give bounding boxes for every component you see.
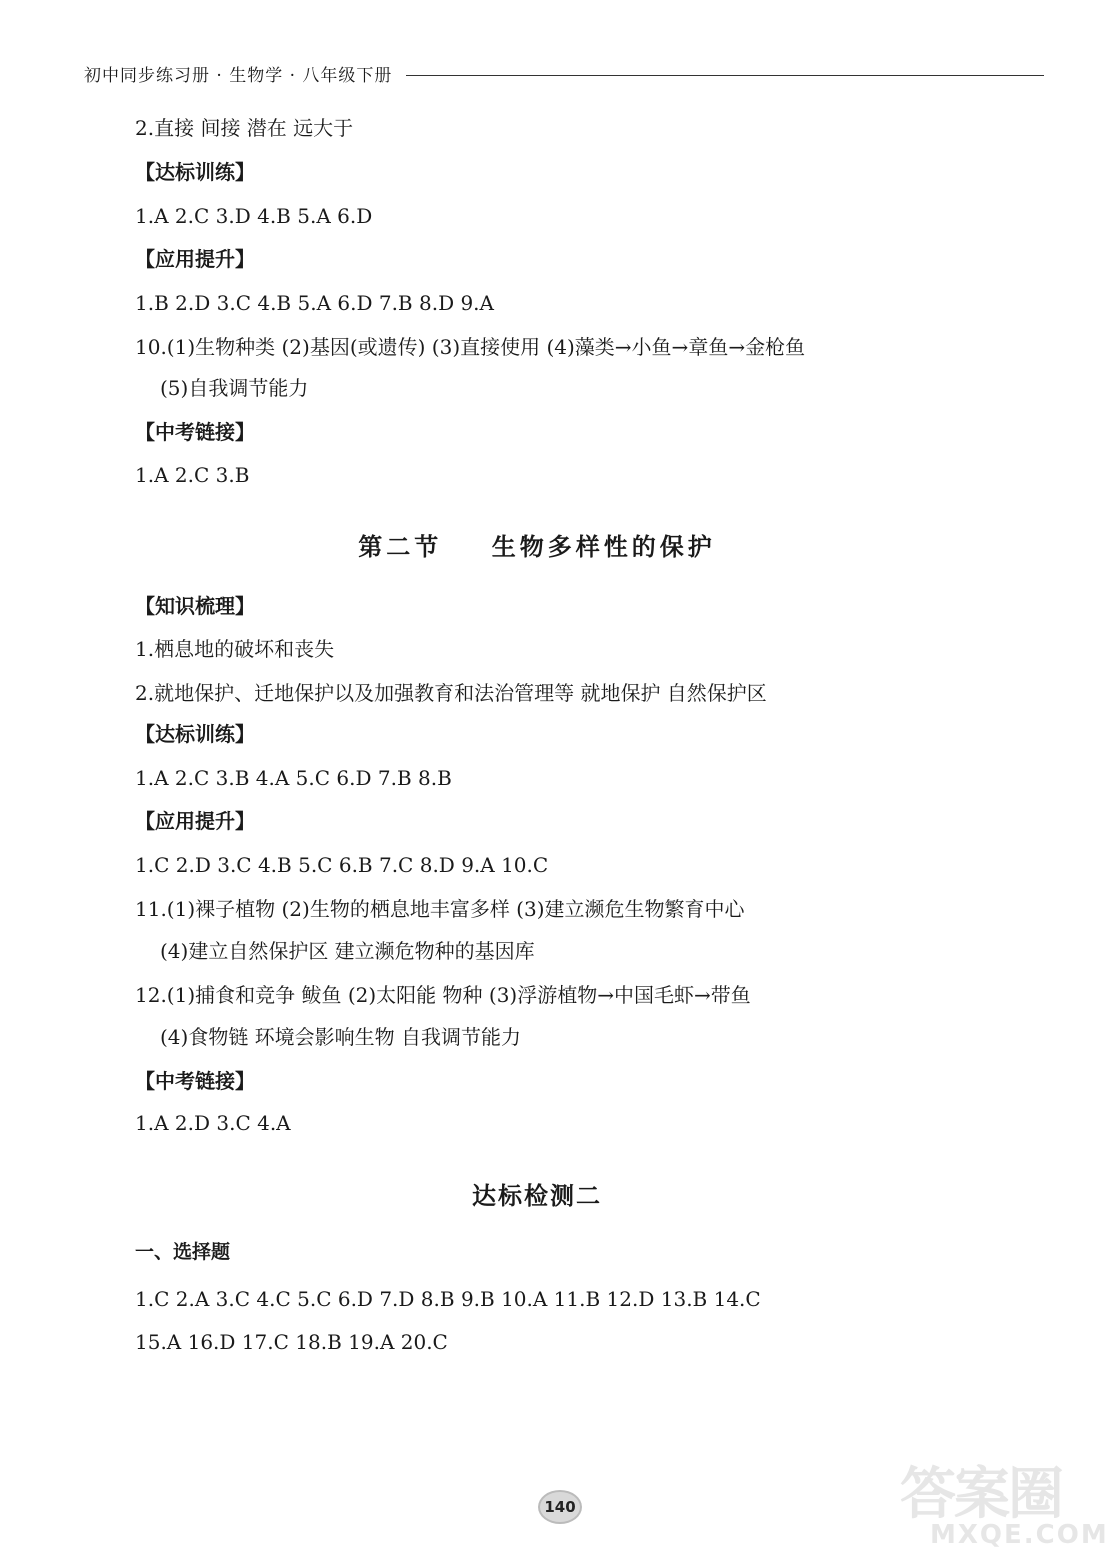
page-number: 140 [538, 1490, 582, 1524]
answer-line: (5)自我调节能力 [160, 376, 309, 400]
section-label: 【中考链接】 [135, 420, 255, 444]
answer-line: 11.(1)裸子植物 (2)生物的栖息地丰富多样 (3)建立濒危生物繁育中心 [135, 897, 745, 921]
watermark-logo [900, 1450, 1109, 1550]
answer-line: 1.A 2.C 3.B [135, 463, 250, 487]
answer-line: 12.(1)捕食和竞争 鲅鱼 (2)太阳能 物种 (3)浮游植物→中国毛虾→带鱼 [135, 983, 751, 1007]
watermark-main: 答案圈 [900, 1462, 1062, 1527]
section-label: 【达标训练】 [135, 160, 255, 184]
header-title: 初中同步练习册 · 生物学 · 八年级下册 [84, 65, 393, 86]
answer-line: 2.直接 间接 潜在 远大于 [135, 116, 354, 140]
watermark-sub: MXQE.COM [930, 1520, 1109, 1550]
answer-line: 15.A 16.D 17.C 18.B 19.A 20.C [135, 1330, 448, 1354]
section-label: 【应用提升】 [135, 247, 255, 271]
answer-line: 1.A 2.D 3.C 4.A [135, 1111, 291, 1135]
section-label: 【中考链接】 [135, 1069, 255, 1093]
answer-line: 1.A 2.C 3.B 4.A 5.C 6.D 7.B 8.B [135, 766, 452, 790]
answer-line: 10.(1)生物种类 (2)基因(或遗传) (3)直接使用 (4)藻类→小鱼→章鱼→金枪鱼 [135, 335, 806, 359]
running-header [84, 58, 1044, 88]
answer-line: 1.B 2.D 3.C 4.B 5.A 6.D 7.B 8.D 9.A [135, 291, 494, 315]
subsection-heading: 一、选择题 [135, 1241, 231, 1263]
answer-line: 1.C 2.D 3.C 4.B 5.C 6.B 7.C 8.D 9.A 10.C [135, 853, 549, 877]
answer-line: (4)食物链 环境会影响生物 自我调节能力 [160, 1025, 522, 1049]
answer-line: 1.C 2.A 3.C 4.C 5.C 6.D 7.D 8.B 9.B 10.A 11.B 12.D 13.B 14.C [135, 1287, 761, 1311]
answer-line: 1.栖息地的破坏和丧失 [135, 637, 335, 661]
section-label: 【知识梳理】 [135, 594, 255, 618]
test-title: 达标检测二 [472, 1181, 602, 1210]
header-rule [406, 75, 1044, 76]
answer-line: 1.A 2.C 3.D 4.B 5.A 6.D [135, 204, 373, 228]
section-label: 【达标训练】 [135, 722, 255, 746]
answer-line: (4)建立自然保护区 建立濒危物种的基因库 [160, 939, 535, 963]
section-label: 【应用提升】 [135, 809, 255, 833]
answer-line: 2.就地保护、迁地保护以及加强教育和法治管理等 就地保护 自然保护区 [135, 681, 767, 705]
section-title: 第二节 生物多样性的保护 [358, 532, 716, 561]
